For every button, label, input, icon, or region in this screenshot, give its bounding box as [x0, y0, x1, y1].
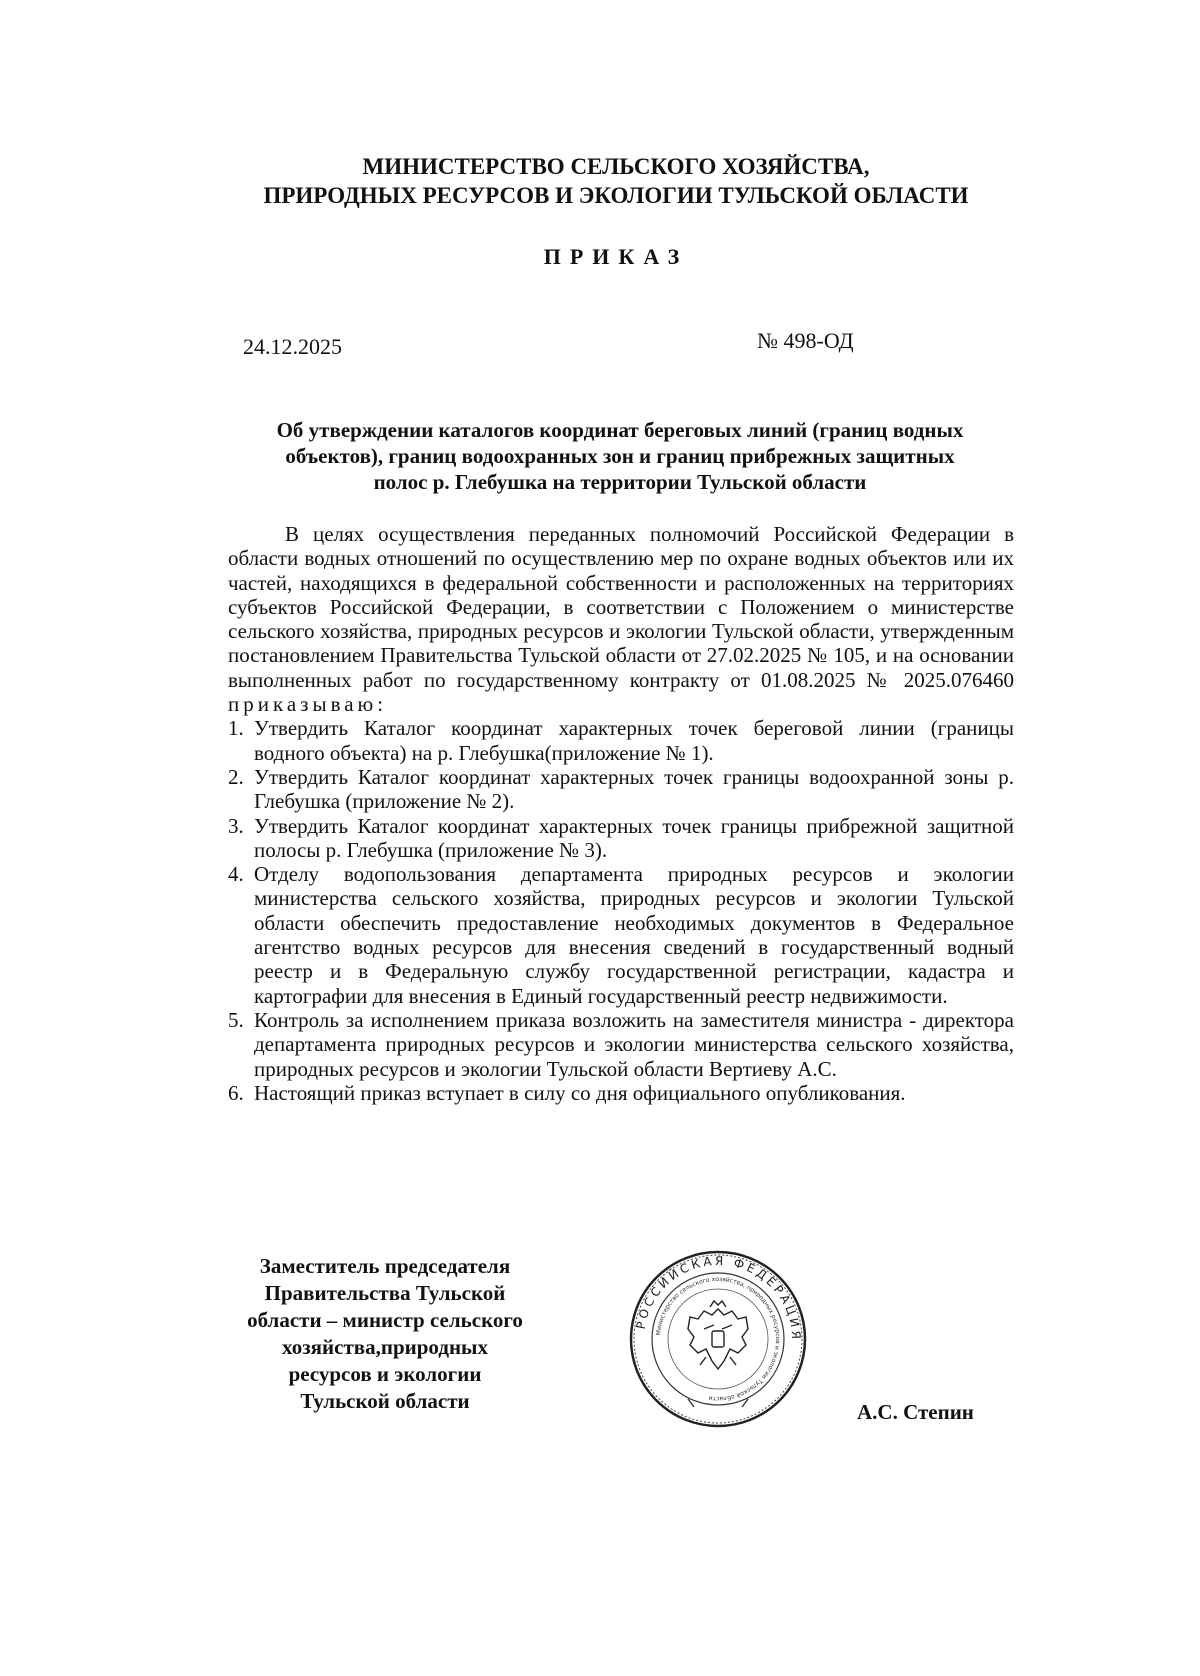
signer-title-line: ресурсов и экологии [288, 1362, 482, 1386]
ministry-header-line-1: МИНИСТЕРСТВО СЕЛЬСКОГО ХОЗЯЙСТВА, [362, 154, 870, 179]
order-subject-line-2: объектов), границ водоохранных зон и границ прибрежных защитных [285, 444, 955, 468]
order-subject [230, 417, 1010, 495]
signer-title-line: Заместитель председателя [259, 1254, 511, 1278]
order-item [228, 716, 1014, 765]
signer-title-line: хозяйства,природных [282, 1335, 488, 1359]
order-title: ПРИКАЗ [543, 244, 689, 269]
order-item-number: 2. [228, 764, 244, 789]
seal-outer-text: РОССИЙСКАЯ ФЕДЕРАЦИЯ [633, 1253, 804, 1343]
order-item [228, 862, 1014, 1008]
signer-title-line: Правительства Тульской [264, 1281, 506, 1305]
svg-text:Министерство сельского хозяйст [655, 1276, 781, 1402]
order-items-list [228, 716, 1014, 1105]
order-item-text: Утвердить Каталог координат характерных точек береговой линии (границы водного объекта) на р. Глебушка(приложение № 1). [254, 716, 1014, 765]
document-number: № 498-ОД [757, 328, 854, 353]
order-item-text: Настоящий приказ вступает в силу со дня официального опубликования. [254, 1080, 906, 1105]
order-item-number: 4. [228, 862, 244, 887]
official-seal-icon [628, 1249, 808, 1429]
order-item-text: Контроль за исполнением приказа возложить на заместителя министра - директора департамента природных ресурсов и экологии министерства сельского хозяйства, природных ресурсов и экологии Тульской области Вертиеву А.С. [254, 1007, 1014, 1081]
coat-of-arms-icon [688, 1301, 748, 1369]
order-item [228, 765, 1014, 814]
signer-title-line: области – министр сельского [247, 1308, 523, 1332]
order-item-number: 6. [228, 1080, 244, 1105]
seal-inner-text: Министерство сельского хозяйства, природных ресурсов и экологии Тульской области [655, 1275, 782, 1403]
order-keyword: приказываю: [228, 692, 388, 717]
order-item [228, 814, 1014, 863]
ministry-header-line-2: ПРИРОДНЫХ РЕСУРСОВ И ЭКОЛОГИИ ТУЛЬСКОЙ ОБЛАСТИ [263, 183, 969, 208]
signature-name: А.С. Степин [857, 1400, 974, 1424]
preamble-paragraph [228, 522, 1014, 716]
order-item-number: 5. [228, 1007, 244, 1032]
order-item [228, 1008, 1014, 1081]
order-item-text: Отделу водопользования департамента природных ресурсов и экологии министерства сельского хозяйства, природных ресурсов и экологии Тульской области обеспечить предоставление необходимых документов в Федеральное агентство водных ресурсов для внесения сведений в государственный водный реестр и в Федеральную службу государственной регистрации, кадастра и картографии для внесения в Единый государственный реестр недвижимости. [254, 862, 1014, 1008]
order-item-text: Утвердить Каталог координат характерных точек границы водоохранной зоны р. Глебушка (приложение № 2). [254, 764, 1014, 814]
order-item [228, 1081, 1014, 1105]
order-item-text: Утвердить Каталог координат характерных точек границы прибрежной защитной полосы р. Глебушка (приложение № 3). [254, 813, 1014, 862]
signer-title [225, 1253, 545, 1415]
ministry-header [0, 152, 1200, 210]
signer-title-line: Тульской области [300, 1389, 470, 1413]
order-subject-line-3: полос р. Глебушка на территории Тульской области [373, 470, 867, 494]
order-item-number: 1. [228, 716, 244, 741]
preamble-text: В целях осуществления переданных полномочий Российской Федерации в области водных отношений по осуществлению мер по охране водных объектов или их частей, находящихся в федеральной собственности и расположенных на территориях субъектов Российской Федерации, в соответствии с Положением о министерстве сельского хозяйства, природных ресурсов и экологии Тульской области, утвержденным постановлением Правительства Тульской области от 27.02.2025 № 105, и на основании выполненных работ по государственному контракту от 01.08.2025 № 2025.076460 [228, 522, 1014, 692]
order-item-number: 3. [228, 813, 244, 838]
document-date: 24.12.2025 [243, 334, 342, 359]
order-body [228, 522, 1014, 1105]
order-subject-line-1: Об утверждении каталогов координат береговых линий (границ водных [276, 418, 964, 442]
